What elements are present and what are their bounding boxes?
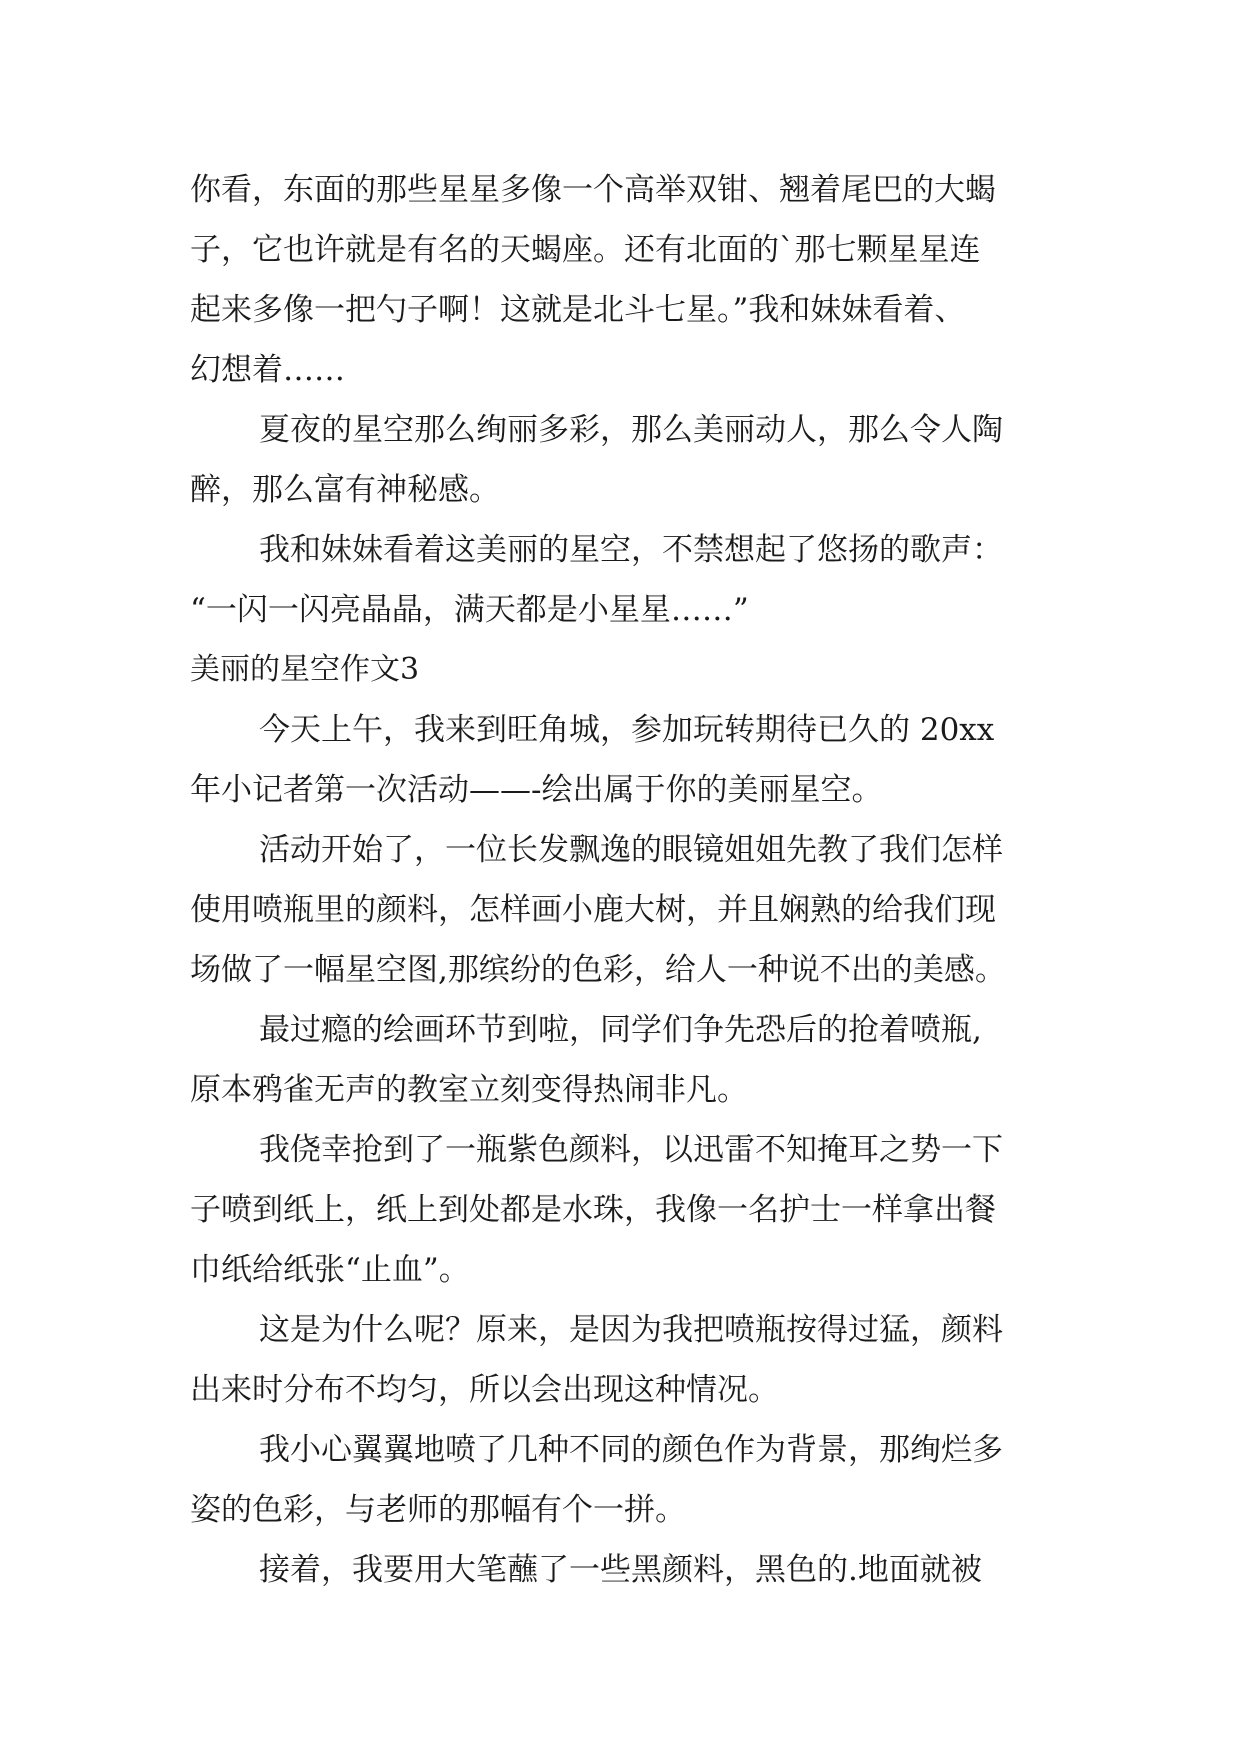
text-line: 最过瘾的绘画环节到啦，同学们争先恐后的抢着喷瓶,	[259, 1012, 982, 1048]
text-line: 你看，东面的那些星星多像一个高举双钳、翘着尾巴的大蝎	[190, 172, 996, 208]
text-line: 使用喷瓶里的颜料，怎样画小鹿大树，并且娴熟的给我们现	[190, 892, 996, 928]
text-line: 我小心翼翼地喷了几种不同的颜色作为背景，那绚烂多	[259, 1432, 1003, 1468]
text-line: 活动开始了，一位长发飘逸的眼镜姐姐先教了我们怎样	[259, 832, 1003, 868]
text-line: 这是为什么呢？原来，是因为我把喷瓶按得过猛，颜料	[259, 1312, 1003, 1348]
text-line: 我侥幸抢到了一瓶紫色颜料，以迅雷不知掩耳之势一下	[259, 1132, 1003, 1168]
text-line: 起来多像一把勺子啊！这就是北斗七星。”我和妹妹看着、	[190, 292, 966, 328]
text-line: 今天上午，我来到旺角城，参加玩转期待已久的 20xx	[259, 712, 995, 748]
text-line: 场做了一幅星空图,那缤纷的色彩，给人一种说不出的美感。	[190, 952, 1006, 988]
text-line: 子，它也许就是有名的天蝎座。还有北面的`那七颗星星连	[190, 232, 981, 268]
text-line: 出来时分布不均匀，所以会出现这种情况。	[190, 1372, 779, 1408]
text-line: 年小记者第一次活动——-绘出属于你的美丽星空。	[190, 772, 883, 808]
text-line: 幻想着……	[190, 352, 345, 388]
document-body	[190, 160, 1060, 1600]
text-line: 子喷到纸上，纸上到处都是水珠，我像一名护士一样拿出餐	[190, 1192, 996, 1228]
text-line: 接着，我要用大笔蘸了一些黑颜料，黑色的.地面就被	[259, 1552, 982, 1588]
text-line: 巾纸给纸张“止血”。	[190, 1252, 470, 1288]
text-line: “一闪一闪亮晶晶，满天都是小星星……”	[190, 592, 749, 628]
section-heading: 美丽的星空作文3	[190, 652, 420, 687]
text-line: 醉，那么富有神秘感。	[190, 472, 500, 508]
text-line: 夏夜的星空那么绚丽多彩，那么美丽动人，那么令人陶	[259, 412, 1003, 448]
text-line: 姿的色彩，与老师的那幅有个一拼。	[190, 1492, 686, 1528]
text-line: 我和妹妹看着这美丽的星空，不禁想起了悠扬的歌声：	[259, 532, 1003, 568]
text-line: 原本鸦雀无声的教室立刻变得热闹非凡。	[190, 1072, 748, 1108]
